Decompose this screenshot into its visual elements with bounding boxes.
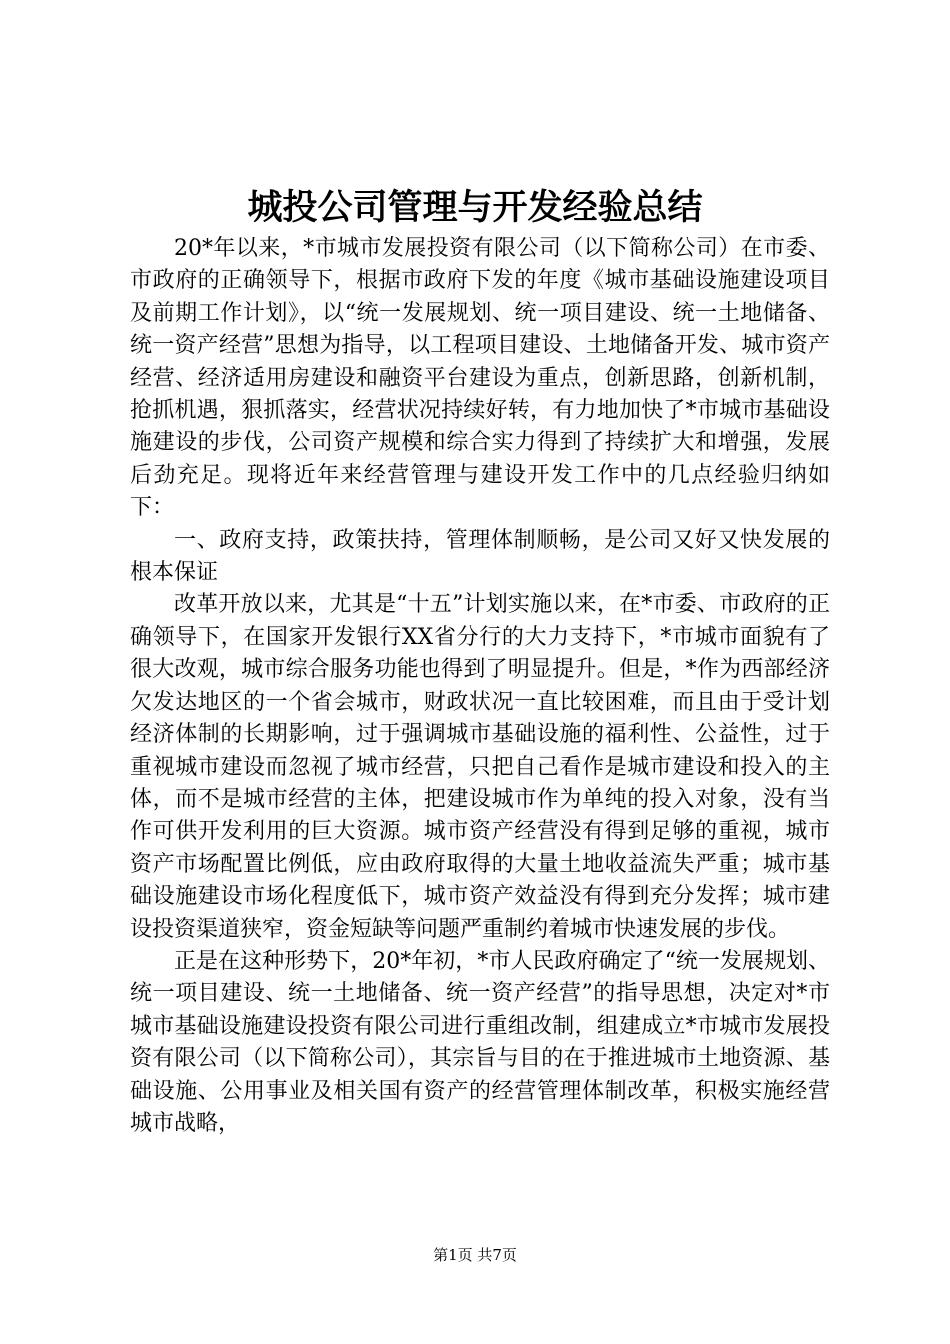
document-title: 城投公司管理与开发经验总结 (247, 187, 703, 228)
paragraph-restructuring: 正是在这种形势下，20*年初，*市人民政府确定了“统一发展规划、统一项目建设、统一土地储备、统一资产经营”的指导思想，决定对*市城市基础设施建设投资有限公司进行重组改制，组建成立*市城市发展投资有限公司（以下简称公司），其宗旨与目的在于推进城市土地资源、基础设施、公用事业及相关国有资产的经营管理体制改革，积极实施经营城市战略， (130, 948, 830, 1136)
paragraph-intro: 20*年以来，*市城市发展投资有限公司（以下简称公司）在市委、市政府的正确领导下，根据市政府下发的年度《城市基础设施建设项目及前期工作计划》，以“统一发展规划、统一项目建设、统一土地储备、统一资产经营”思想为指导，以工程项目建设、土地储备开发、城市资产经营、经济适用房建设和融资平台建设为重点，创新思路，创新机制，抢抓机遇，狠抓落实，经营状况持续好转，有力地加快了*市城市基础设施建设的步伐，公司资产规模和综合实力得到了持续扩大和增强，发展后劲充足。现将近年来经营管理与建设开发工作中的几点经验归纳如下： (130, 236, 830, 521)
paragraph-section-heading: 一、政府支持，政策扶持，管理体制顺畅，是公司又好又快发展的根本保证 (130, 527, 830, 586)
paragraph-background: 改革开放以来，尤其是“十五”计划实施以来，在*市委、市政府的正确领导下，在国家开发银行XX省分行的大力支持下，*市城市面貌有了很大改观，城市综合服务功能也得到了明显提升。但是，*作为西部经济欠发达地区的一个省会城市，财政状况一直比较困难，而且由于受计划经济体制的长期影响，过于强调城市基础设施的福利性、公益性，过于重视城市建设而忽视了城市经营，只把自己看作是城市建设和投入的主体，而不是城市经营的主体，把建设城市作为单纯的投入对象，没有当作可供开发利用的巨大资源。城市资产经营没有得到足够的重视，城市资产市场配置比例低，应由政府取得的大量土地收益流失严重；城市基础设施建设市场化程度低下，城市资产效益没有得到充分发挥；城市建设投资渠道狭窄，资金短缺等问题严重制约着城市快速发展的步伐。 (130, 592, 830, 942)
page-number-footer: 第1页 共7页 (433, 1246, 517, 1264)
document-body (130, 233, 830, 1140)
